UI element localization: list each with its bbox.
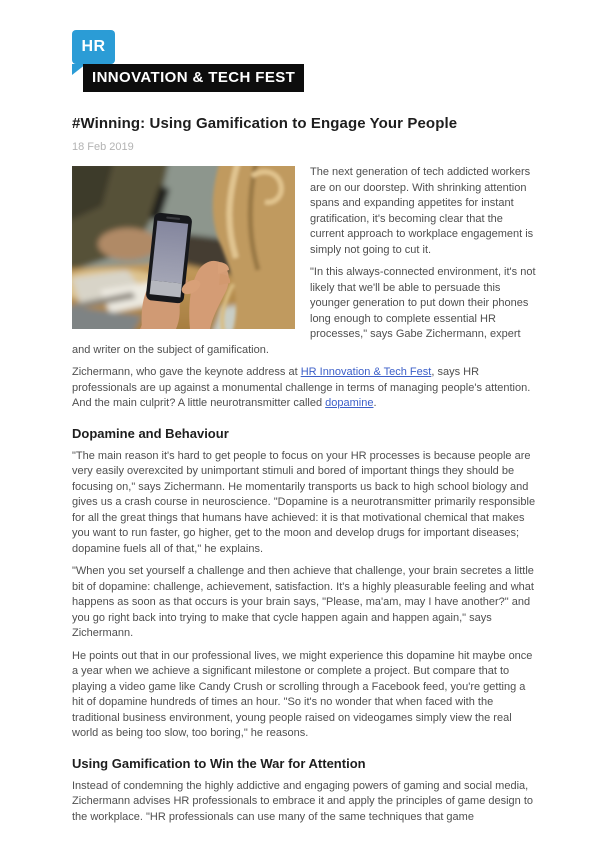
paragraph-dopamine-explained: "The main reason it's hard to get people to focus on your HR processes is because people are very easily overexcited by unimportant stimuli and bored of important things they should be focusing on," says Zichermann. He momentarily transports us back to high school biology and gives us a crash course in neuroscience. "Dopamine is a neurotransmitter primarily responsible for all the great things that humans have achieved: it is that motivational chemical that makes you want to run faster, go higher, get to the moon and develop drugs for important diseases; dopamine fuels all of that," he explains. [72,449,536,555]
logo-hr-bubble [72,30,115,64]
logo-banner [83,64,304,92]
link-hr-innovation-tech-fest[interactable]: HR Innovation & Tech Fest [300,366,432,378]
keynote-text-2: , says HR professionals are up against a monumental challenge in terms of managing people's attention. And the main culprit? A little neurotransmitter called [72,366,531,409]
photo-woman-hair [213,166,295,329]
heading-using-gamification: Using Gamification to Win the War for Attention [72,755,366,771]
paragraph-zichermann-quote: "In this always-connected environment, it's not likely that we'll be able to persuade this younger generation to put down their phones long enough to complete essential HR processes," says Gabe Zichermann, expert and writer on the subject of gamification. [72,266,536,356]
article-photo [72,166,295,329]
article-title: #Winning: Using Gamification to Engage Your People [72,115,458,132]
paragraph-dopamine-frequency: He points out that in our professional lives, we might experience this dopamine hit maybe once a year when we achieve a significant milestone or complete a project. But compare that to playing a video game like Candy Crush or scrolling through a Facebook feed, you're getting a hit of dopamine hundreds of times an hour. "So it's no wonder that when faced with the traditional business environment, young people raised on videogames simply view the real world as being too slow, too boring," he reasons. [72,649,533,739]
heading-dopamine-and-behaviour: Dopamine and Behaviour [72,425,229,441]
logo-hr-text: HR [81,38,106,55]
keynote-text-3: . [373,397,377,409]
paragraph-keynote [72,365,540,412]
article-date: 18 Feb 2019 [72,141,134,153]
paragraph-challenge-cycle: "When you set yourself a challenge and then achieve that challenge, your brain secretes a little bit of dopamine: challenge, achievement, satisfaction. It's a highly pleasurable feeling and what happens as soon as that occurs is your brain says, "Please, ma'am, may I have another?" and you go right back into trying to make that cycle happen again and happen again," says Zichermann. [72,565,534,639]
paragraph-embrace-gaming: Instead of condemning the highly addictive and engaging powers of gaming and social media, Zichermann advises HR professionals to embrace it and apply the principles of game design to the workplace. "HR professionals can use many of the same techniques that game [72,779,534,823]
article-body [72,165,540,825]
link-dopamine[interactable]: dopamine [325,397,374,409]
logo-banner-text: INNOVATION & TECH FEST [92,69,296,86]
photo-illustration [72,166,295,329]
hr-innovation-tech-fest-logo [72,30,296,90]
keynote-text-1: Zichermann, who gave the keynote address at [72,366,301,378]
paragraph-intro: The next generation of tech addicted workers are on our doorstep. With shrinking attention spans and expanding appetites for instant gratification, it's becoming clear that the current approach to workplace engagement is simply not going to cut it. [310,166,534,256]
